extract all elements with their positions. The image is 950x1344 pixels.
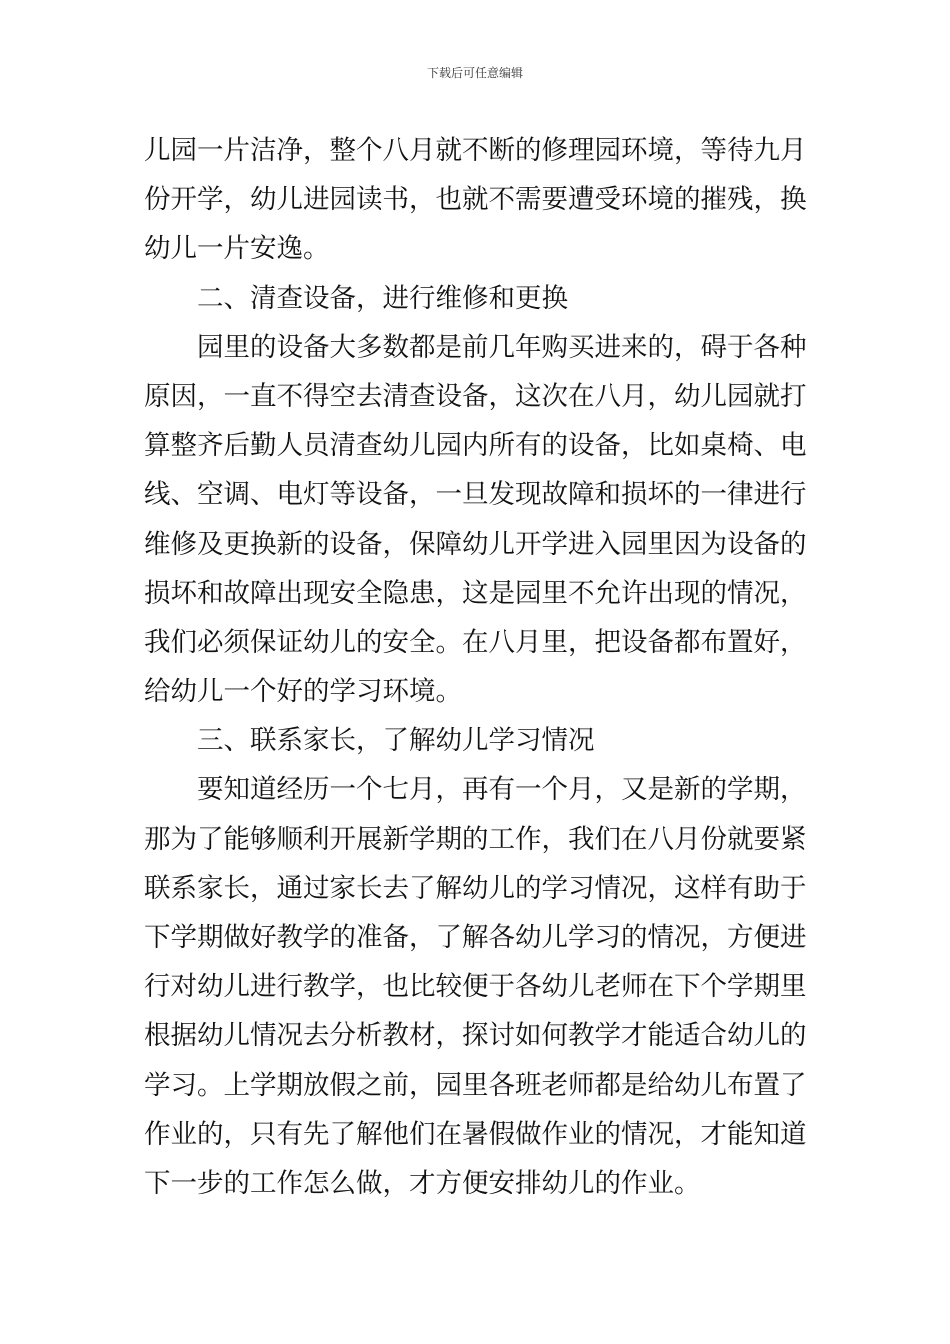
text-line: 联系家长，通过家长去了解幼儿的学习情况，这样有助于 xyxy=(144,872,807,904)
section-heading: 二、清查设备，进行维修和更换 xyxy=(197,282,568,314)
text-line: 我们必须保证幼儿的安全。在八月里，把设备都布置好， xyxy=(144,626,807,658)
text-line: 维修及更换新的设备，保障幼儿开学进入园里因为设备的 xyxy=(144,528,807,560)
page-header: 下载后可任意编辑 xyxy=(426,66,523,80)
section-heading: 三、联系家长，了解幼儿学习情况 xyxy=(197,725,595,757)
text-line: 行对幼儿进行教学，也比较便于各幼儿老师在下个学期里 xyxy=(144,971,807,1003)
text-line: 损坏和故障出现安全隐患，这是园里不允许出现的情况， xyxy=(144,577,807,609)
text-line: 园里的设备大多数都是前几年购买进来的，碍于各种 xyxy=(197,331,807,363)
text-line: 幼儿一片安逸。 xyxy=(144,233,330,265)
text-line: 线、空调、电灯等设备，一旦发现故障和损坏的一律进行 xyxy=(144,479,807,511)
text-line: 份开学，幼儿进园读书，也就不需要遭受环境的摧残，换 xyxy=(144,184,807,216)
text-line: 算整齐后勤人员清查幼儿园内所有的设备，比如桌椅、电 xyxy=(144,430,807,462)
text-line: 根据幼儿情况去分析教材，探讨如何教学才能适合幼儿的 xyxy=(144,1020,807,1052)
text-line: 儿园一片洁净，整个八月就不断的修理园环境，等待九月 xyxy=(144,135,807,166)
text-line: 给幼儿一个好的学习环境。 xyxy=(144,676,462,708)
text-line: 学习。上学期放假之前，园里各班老师都是给幼儿布置了 xyxy=(144,1069,807,1101)
text-line: 原因，一直不得空去清查设备，这次在八月，幼儿园就打 xyxy=(144,380,807,412)
text-line: 那为了能够顺利开展新学期的工作，我们在八月份就要紧 xyxy=(144,823,807,855)
text-line: 下一步的工作怎么做，才方便安排幼儿的作业。 xyxy=(144,1167,701,1199)
text-line: 下学期做好教学的准备，了解各幼儿学习的情况，方便进 xyxy=(144,922,807,953)
document-body xyxy=(144,126,808,1208)
text-line: 要知道经历一个七月，再有一个月，又是新的学期， xyxy=(197,774,807,806)
text-line: 作业的，只有先了解他们在暑假做作业的情况，才能知道 xyxy=(144,1118,807,1150)
